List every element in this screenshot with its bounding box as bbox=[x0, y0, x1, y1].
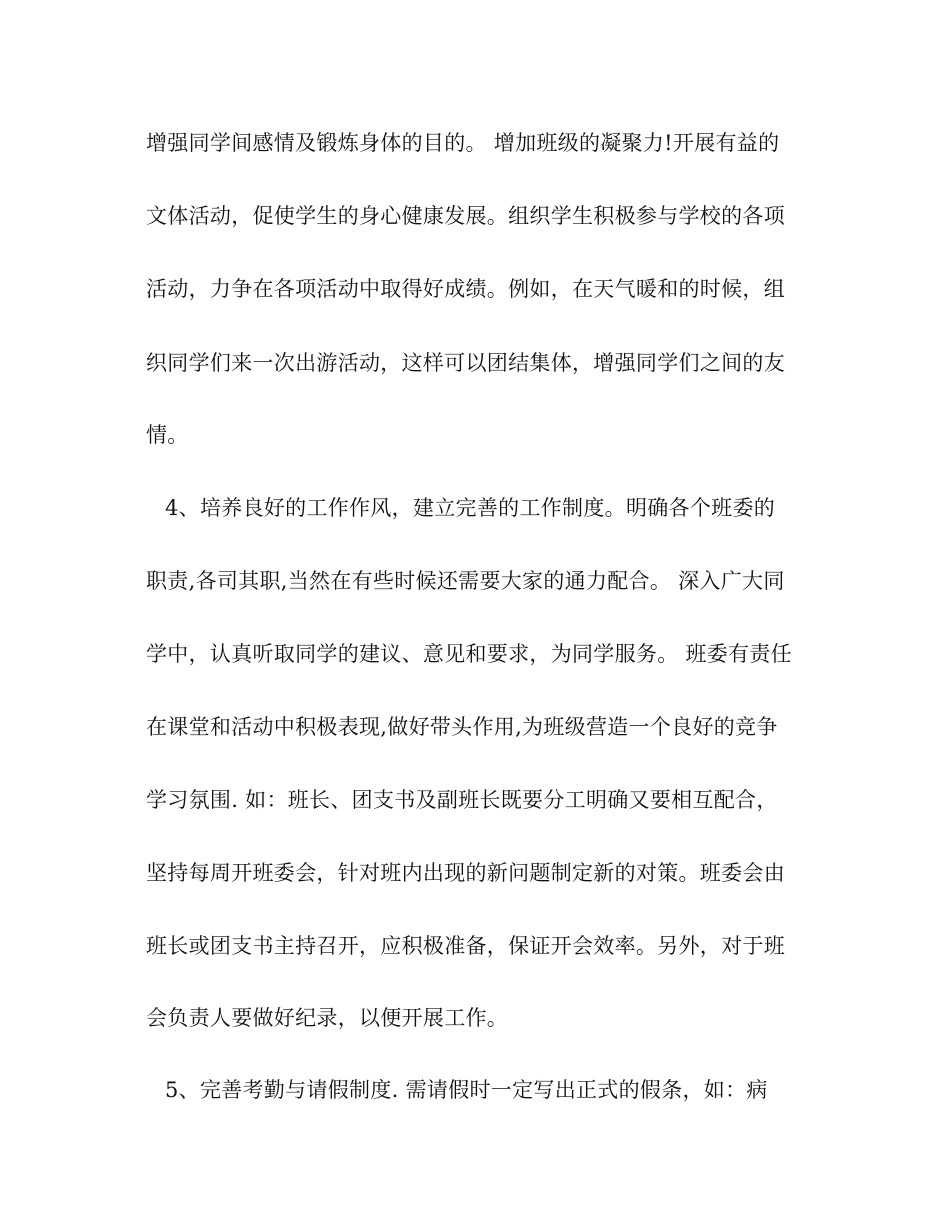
paragraph-line: 5、完善考勤与请假制度. 需请假时一定写出正式的假条，如：病 bbox=[165, 1078, 768, 1102]
paragraph-line: 班长或团支书主持召开，应积极准备，保证开会效率。另外，对于班 bbox=[146, 934, 785, 958]
paragraph-line: 4、培养良好的工作作风，建立完善的工作制度。明确各个班委的 bbox=[165, 496, 776, 520]
paragraph-line: 学习氛围. 如：班长、团支书及副班长既要分工明确又要相互配合， bbox=[146, 788, 778, 812]
paragraph-line: 职责,各司其职,当然在有些时候还需要大家的通力配合。 深入广大同 bbox=[146, 569, 785, 593]
paragraph-line: 文体活动，促使学生的身心健康发展。组织学生积极参与学校的各项 bbox=[146, 204, 785, 228]
paragraph-line: 增强同学间感情及锻炼身体的目的。 增加班级的凝聚力!开展有益的 bbox=[146, 131, 780, 155]
paragraph-line: 学中，认真听取同学的建议、意见和要求，为同学服务。 班委有责任 bbox=[146, 642, 792, 666]
paragraph-line: 活动，力争在各项活动中取得好成绩。例如，在天气暖和的时候，组 bbox=[146, 277, 785, 301]
paragraph-line: 坚持每周开班委会，针对班内出现的新问题制定新的对策。班委会由 bbox=[146, 861, 785, 885]
paragraph-line: 在课堂和活动中积极表现,做好带头作用,为班级营造一个良好的竞争 bbox=[146, 715, 778, 739]
paragraph-line: 情。 bbox=[146, 423, 189, 447]
paragraph-line: 织同学们来一次出游活动，这样可以团结集体，增强同学们之间的友 bbox=[146, 351, 785, 375]
paragraph-line: 会负责人要做好纪录，以便开展工作。 bbox=[146, 1006, 509, 1030]
